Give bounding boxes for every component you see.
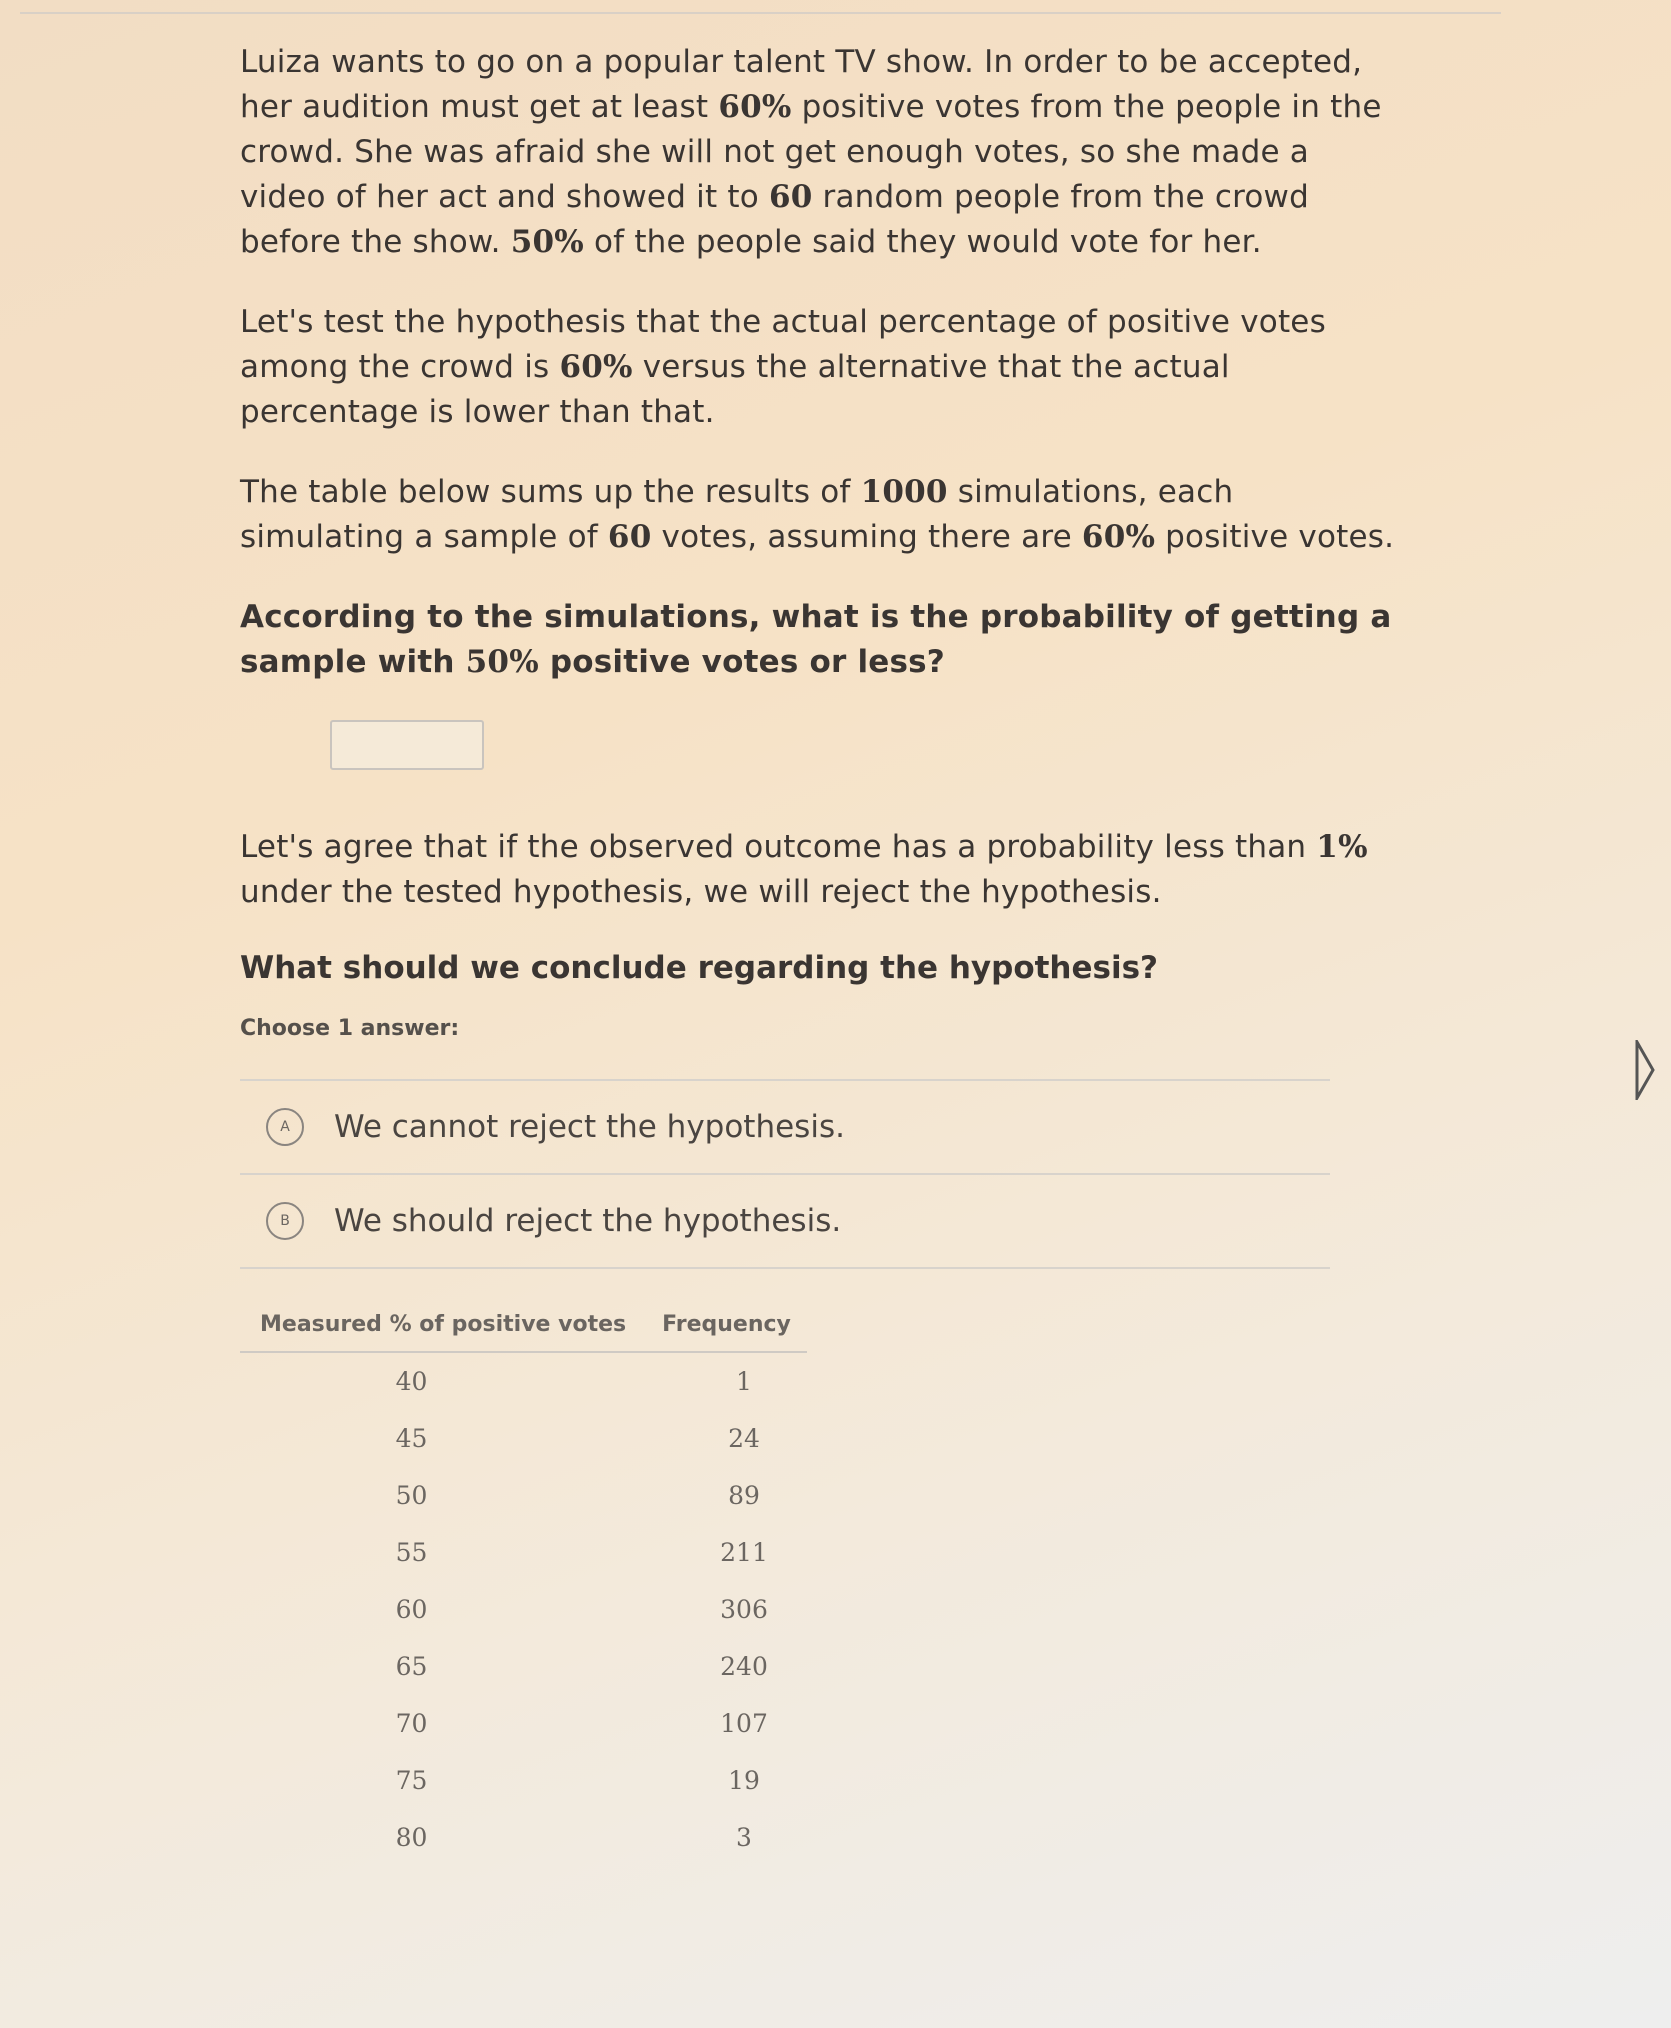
measured-percent-cell: 40 xyxy=(395,1367,428,1396)
text-segment: The table below sums up the results of xyxy=(240,474,861,510)
problem-paragraph-2 xyxy=(240,300,1400,435)
text-segment: positive votes from the people in the crowd. She was afraid she will not get enough votes, so she made a video of her act and showed it to xyxy=(240,89,1382,215)
probability-answer-input[interactable] xyxy=(330,720,484,770)
choice-b-radio[interactable]: B xyxy=(266,1202,304,1240)
number-value: 60% xyxy=(559,349,633,385)
measured-percent-cell: 45 xyxy=(395,1424,428,1453)
text-segment: According to the simulations, what is the probability of getting a sample with xyxy=(240,599,1392,680)
number-value: 1% xyxy=(1316,829,1368,865)
table-row xyxy=(240,1581,807,1638)
frequency-cell: 240 xyxy=(720,1652,768,1681)
measured-percent-cell: 55 xyxy=(395,1538,428,1567)
table-body xyxy=(240,1352,807,1866)
measured-percent-cell: 60 xyxy=(395,1595,428,1624)
choice-a-text: We cannot reject the hypothesis. xyxy=(334,1109,845,1145)
frequency-cell: 24 xyxy=(728,1424,760,1453)
text-segment: Let's test the hypothesis that the actual percentage of positive votes among the crowd is xyxy=(240,304,1326,385)
number-value: 60 xyxy=(768,179,813,215)
table-row xyxy=(240,1410,807,1467)
number-value: 60 xyxy=(607,519,652,555)
text-segment: votes, assuming there are xyxy=(651,519,1082,555)
number-value: 1000 xyxy=(860,474,948,510)
text-segment: positive votes or less? xyxy=(538,644,945,680)
text-segment: simulations, each simulating a sample of xyxy=(240,474,1234,555)
frequency-cell: 306 xyxy=(720,1595,768,1624)
text-segment: of the people said they would vote for her. xyxy=(583,224,1262,260)
choice-b[interactable] xyxy=(240,1175,1330,1269)
frequency-cell: 1 xyxy=(736,1367,752,1396)
simulation-frequency-table xyxy=(240,1304,807,1866)
answer-choices xyxy=(240,1079,1330,1269)
choose-answer-label: Choose 1 answer: xyxy=(240,1016,460,1041)
frequency-cell: 89 xyxy=(728,1481,760,1510)
side-tab-icon[interactable] xyxy=(1633,1040,1657,1100)
problem-paragraph-3 xyxy=(240,470,1400,560)
choice-a[interactable] xyxy=(240,1081,1330,1175)
table-row xyxy=(240,1524,807,1581)
measured-percent-cell: 80 xyxy=(395,1823,428,1852)
exercise-content xyxy=(240,40,1400,1866)
table-row xyxy=(240,1695,807,1752)
conclusion-question: What should we conclude regarding the hypothesis? xyxy=(240,950,1159,986)
number-value: 50% xyxy=(510,224,584,260)
frequency-cell: 211 xyxy=(720,1538,768,1567)
number-value: 60% xyxy=(718,89,792,125)
text-segment: Luiza wants to go on a popular talent TV show. In order to be accepted, her audition must get at least xyxy=(240,44,1363,125)
header-measured-percent: Measured % of positive votes xyxy=(240,1304,642,1352)
choice-a-radio[interactable]: A xyxy=(266,1108,304,1146)
frequency-cell: 3 xyxy=(736,1823,752,1852)
measured-percent-cell: 70 xyxy=(395,1709,428,1738)
top-divider xyxy=(20,12,1501,14)
text-segment: versus the alternative that the actual percentage is lower than that. xyxy=(240,349,1230,430)
text-segment: under the tested hypothesis, we will reject the hypothesis. xyxy=(240,874,1162,910)
choice-b-text: We should reject the hypothesis. xyxy=(334,1203,842,1239)
measured-percent-cell: 75 xyxy=(395,1766,428,1795)
measured-percent-cell: 50 xyxy=(395,1481,428,1510)
frequency-cell: 107 xyxy=(720,1709,768,1738)
text-segment: Let's agree that if the observed outcome has a probability less than xyxy=(240,829,1317,865)
number-value: 50% xyxy=(465,644,539,680)
table-row xyxy=(240,1809,807,1866)
text-segment: positive votes. xyxy=(1155,519,1395,555)
number-value: 60% xyxy=(1081,519,1156,555)
table-row xyxy=(240,1752,807,1809)
header-frequency: Frequency xyxy=(642,1304,807,1352)
text-segment: random people from the crowd before the show. xyxy=(240,179,1309,260)
problem-paragraph-5 xyxy=(240,825,1400,915)
table-row xyxy=(240,1638,807,1695)
table-row xyxy=(240,1352,807,1410)
measured-percent-cell: 65 xyxy=(395,1652,428,1681)
table-row xyxy=(240,1467,807,1524)
problem-paragraph-1 xyxy=(240,40,1400,265)
probability-question xyxy=(240,595,1400,685)
frequency-cell: 19 xyxy=(728,1766,760,1795)
